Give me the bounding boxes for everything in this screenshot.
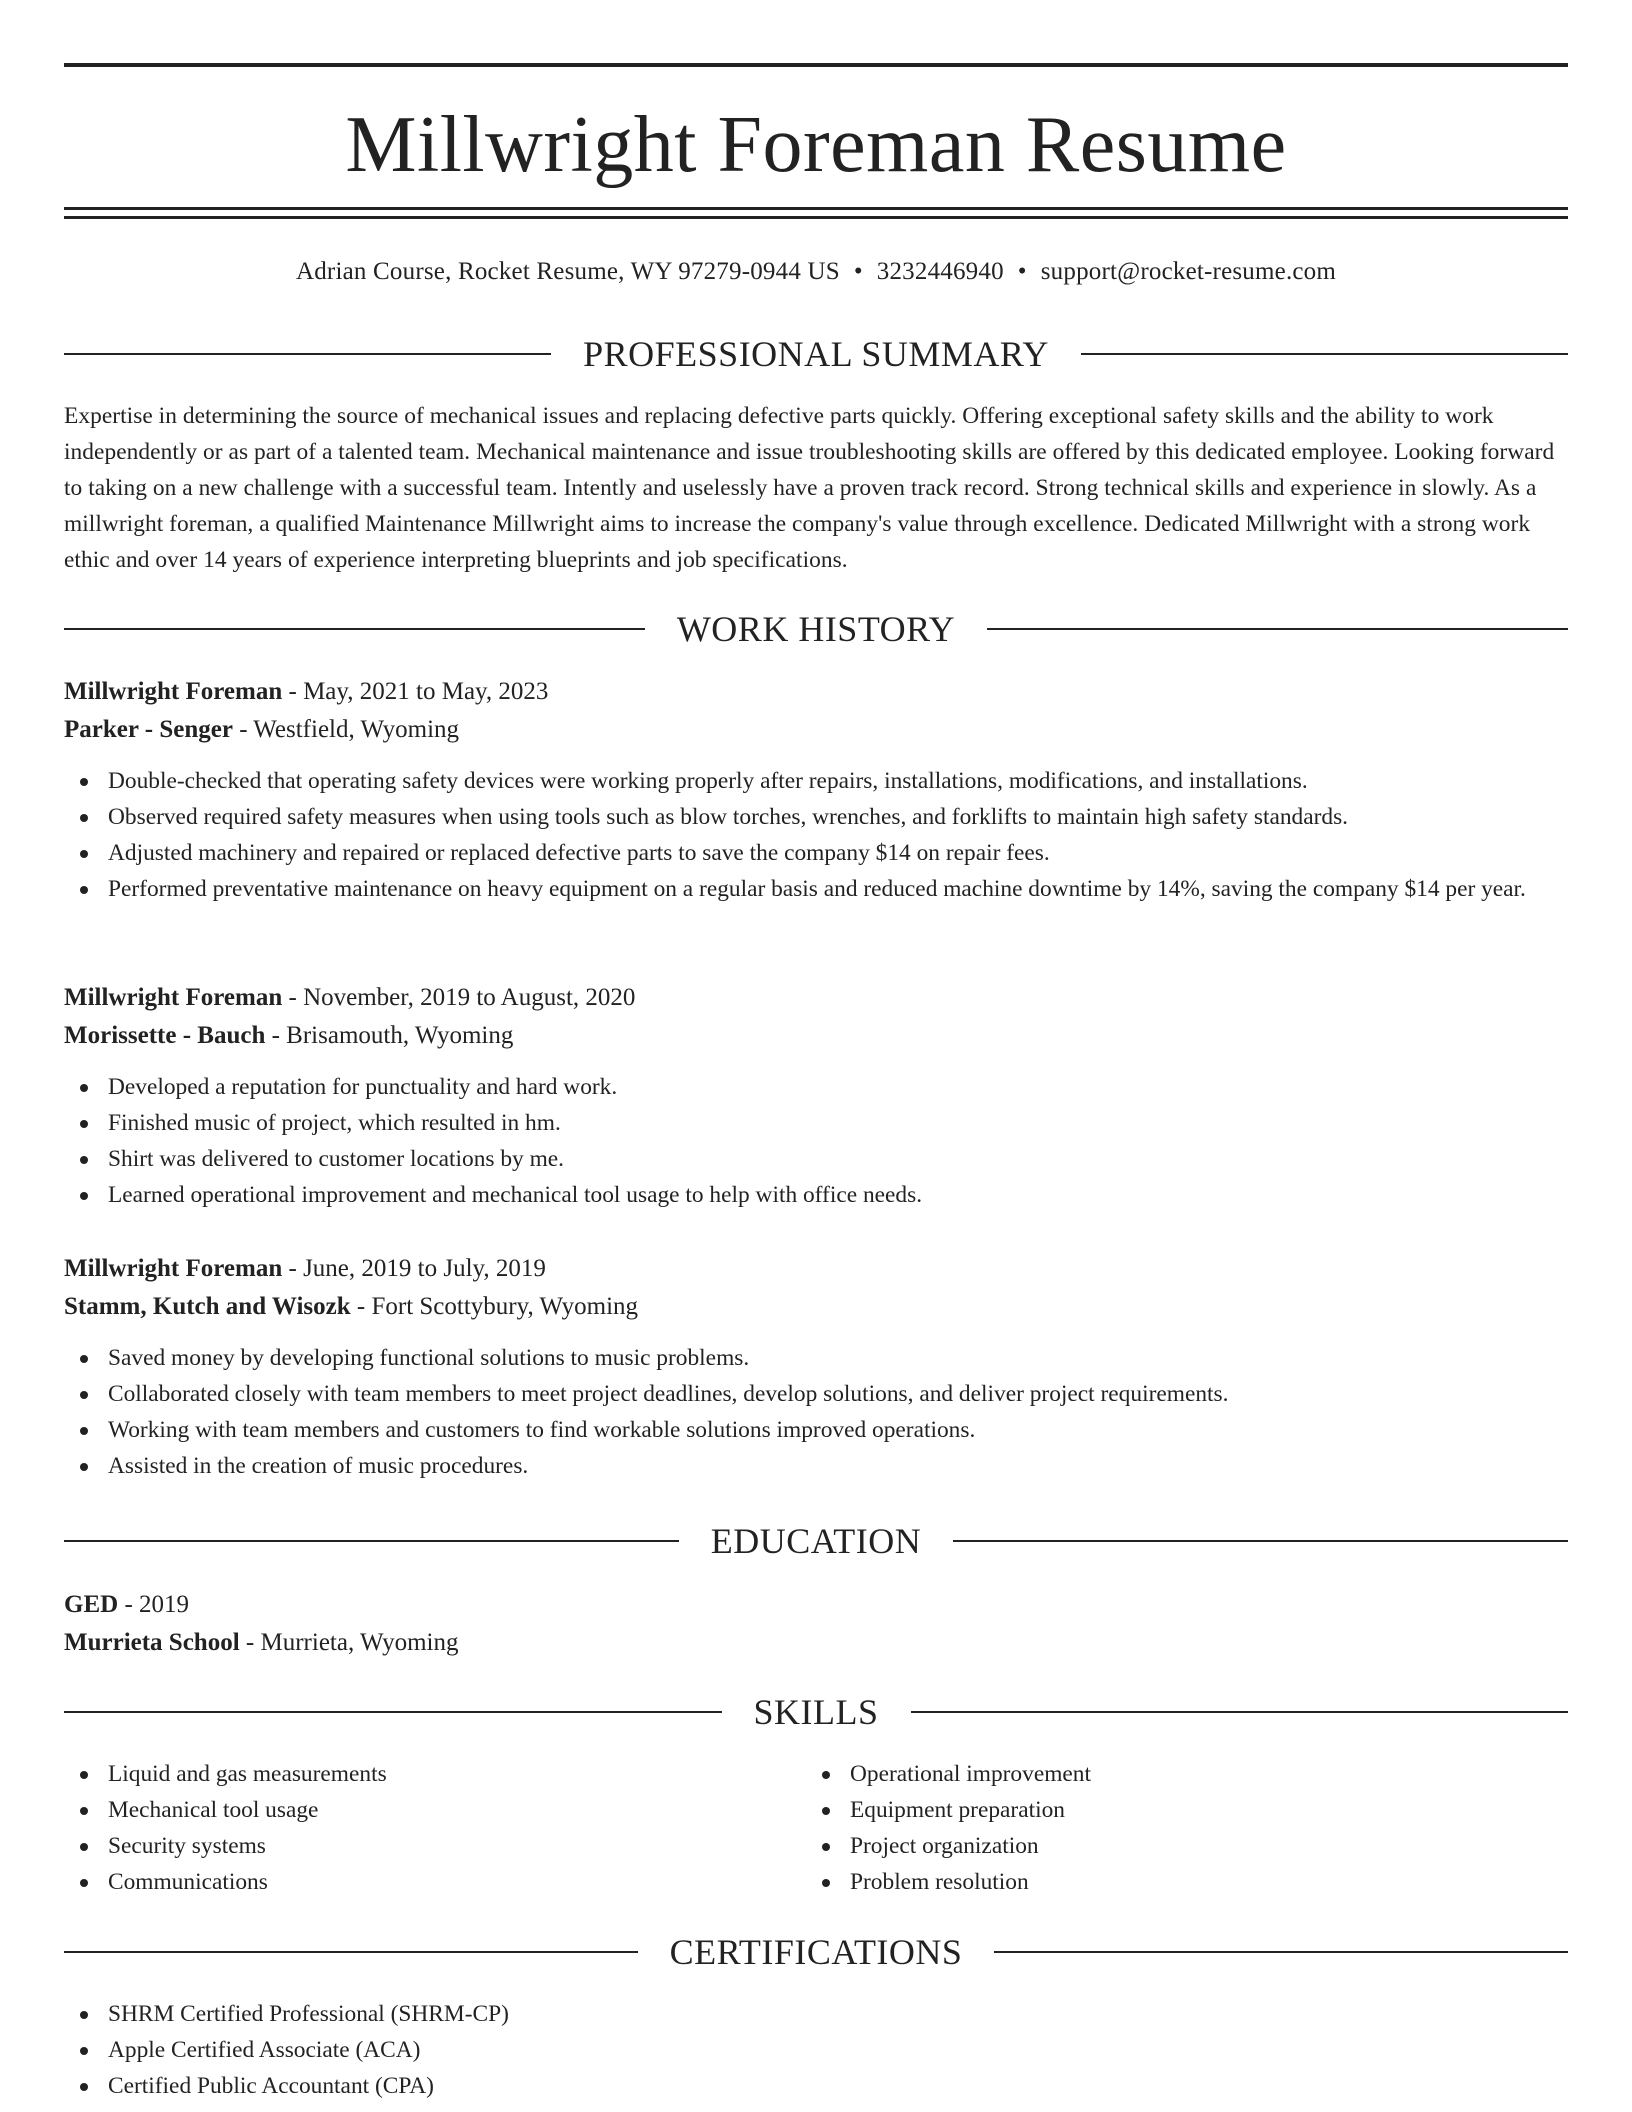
- list-item: Equipment preparation: [806, 1792, 1548, 1828]
- list-item: Security systems: [64, 1828, 806, 1864]
- job-entry: [64, 979, 1568, 1213]
- job-company: Morissette - Bauch: [64, 1022, 266, 1049]
- skills-column-left: [64, 1756, 806, 1900]
- job-entry: [64, 673, 1568, 907]
- job-dates: - June, 2019 to July, 2019: [282, 1255, 546, 1282]
- section-label: SKILLS: [753, 1692, 879, 1732]
- list-item: Assisted in the creation of music procedures.: [64, 1448, 1568, 1484]
- contact-email: support@rocket-resume.com: [1040, 258, 1337, 285]
- contact-line: [64, 256, 1568, 288]
- list-item: Liquid and gas measurements: [64, 1756, 806, 1792]
- section-label: WORK HISTORY: [676, 609, 956, 649]
- list-item: Apple Certified Associate (ACA): [64, 2032, 1568, 2068]
- list-item: Working with team members and customers to find workable solutions improved operations.: [64, 1412, 1568, 1448]
- job-dates: - May, 2021 to May, 2023: [282, 678, 549, 705]
- section-heading-education: [64, 1519, 1568, 1563]
- list-item: Project organization: [806, 1828, 1548, 1864]
- job-company: Stamm, Kutch and Wisozk: [64, 1293, 351, 1320]
- skills-column-right: [806, 1756, 1548, 1900]
- job-title: Millwright Foreman: [64, 678, 283, 705]
- job-bullets: [64, 1340, 1568, 1484]
- contact-address: Adrian Course, Rocket Resume, WY 97279-0944 US: [295, 258, 840, 285]
- education-entry: [64, 1586, 1568, 1662]
- top-rule: [64, 63, 1568, 67]
- education-location: - Murrieta, Wyoming: [239, 1629, 459, 1656]
- list-item: Operational improvement: [806, 1756, 1548, 1792]
- job-bullets: [64, 1069, 1568, 1213]
- list-item: Learned operational improvement and mechanical tool usage to help with office needs.: [64, 1177, 1568, 1213]
- section-label: PROFESSIONAL SUMMARY: [583, 334, 1049, 374]
- section-heading-work-history: [64, 607, 1568, 651]
- list-item: Certified Public Accountant (CPA): [64, 2068, 1568, 2104]
- list-item: Developed a reputation for punctuality and hard work.: [64, 1069, 1568, 1105]
- education-year: - 2019: [118, 1591, 190, 1618]
- section-label: EDUCATION: [710, 1521, 922, 1561]
- job-title: Millwright Foreman: [64, 984, 283, 1011]
- job-dates: - November, 2019 to August, 2020: [282, 984, 636, 1011]
- section-heading-certifications: [64, 1930, 1568, 1974]
- job-entry: [64, 1250, 1568, 1484]
- contact-phone: 3232446940: [876, 258, 1004, 285]
- job-company: Parker - Senger: [64, 716, 233, 743]
- list-item: Saved money by developing functional solutions to music problems.: [64, 1340, 1568, 1376]
- section-heading-summary: [64, 332, 1568, 376]
- list-item: Adjusted machinery and repaired or replaced defective parts to save the company $14 on repair fees.: [64, 835, 1568, 871]
- education-degree: GED: [64, 1591, 119, 1618]
- title-block: [64, 63, 1568, 219]
- title-double-rule: [64, 207, 1568, 219]
- contact-separator: •: [1017, 258, 1027, 285]
- list-item: Communications: [64, 1864, 806, 1900]
- certifications-list: [64, 1996, 1568, 2104]
- job-title: Millwright Foreman: [64, 1255, 283, 1282]
- list-item: SHRM Certified Professional (SHRM-CP): [64, 1996, 1568, 2032]
- education-school: Murrieta School: [64, 1629, 240, 1656]
- resume-title: Millwright Foreman Resume: [345, 101, 1287, 189]
- job-location: - Fort Scottybury, Wyoming: [350, 1293, 639, 1320]
- job-location: - Westfield, Wyoming: [232, 716, 460, 743]
- list-item: Double-checked that operating safety devices were working properly after repairs, installations, modifications, and installations.: [64, 763, 1568, 799]
- list-item: Collaborated closely with team members to meet project deadlines, develop solutions, and deliver project requirements.: [64, 1376, 1568, 1412]
- section-heading-skills: [64, 1690, 1568, 1734]
- list-item: Finished music of project, which resulted in hm.: [64, 1105, 1568, 1141]
- skills-list: [64, 1756, 1568, 1900]
- list-item: Shirt was delivered to customer locations by me.: [64, 1141, 1568, 1177]
- list-item: Problem resolution: [806, 1864, 1548, 1900]
- list-item: Mechanical tool usage: [64, 1792, 806, 1828]
- list-item: Observed required safety measures when using tools such as blow torches, wrenches, and forklifts to maintain high safety standards.: [64, 799, 1568, 835]
- professional-summary: Expertise in determining the source of mechanical issues and replacing defective parts quickly. Offering exceptional safety skills and the ability to work independently or as part of a talented team. Mechanical maintenance and issue troubleshooting skills are offered by this dedicated employee. Looking forward to taking on a new challenge with a successful team. Intently and uselessly have a proven track record. Strong technical skills and experience in slowly. As a millwright foreman, a qualified Maintenance Millwright aims to increase the company's value through excellence. Dedicated Millwright with a strong work ethic and over 14 years of experience interpreting blueprints and job specifications.: [64, 403, 1555, 573]
- job-bullets: [64, 763, 1568, 907]
- contact-separator: •: [853, 258, 863, 285]
- job-location: - Brisamouth, Wyoming: [265, 1022, 514, 1049]
- section-label: CERTIFICATIONS: [669, 1932, 963, 1972]
- list-item: Performed preventative maintenance on heavy equipment on a regular basis and reduced machine downtime by 14%, saving the company $14 per year.: [64, 871, 1568, 907]
